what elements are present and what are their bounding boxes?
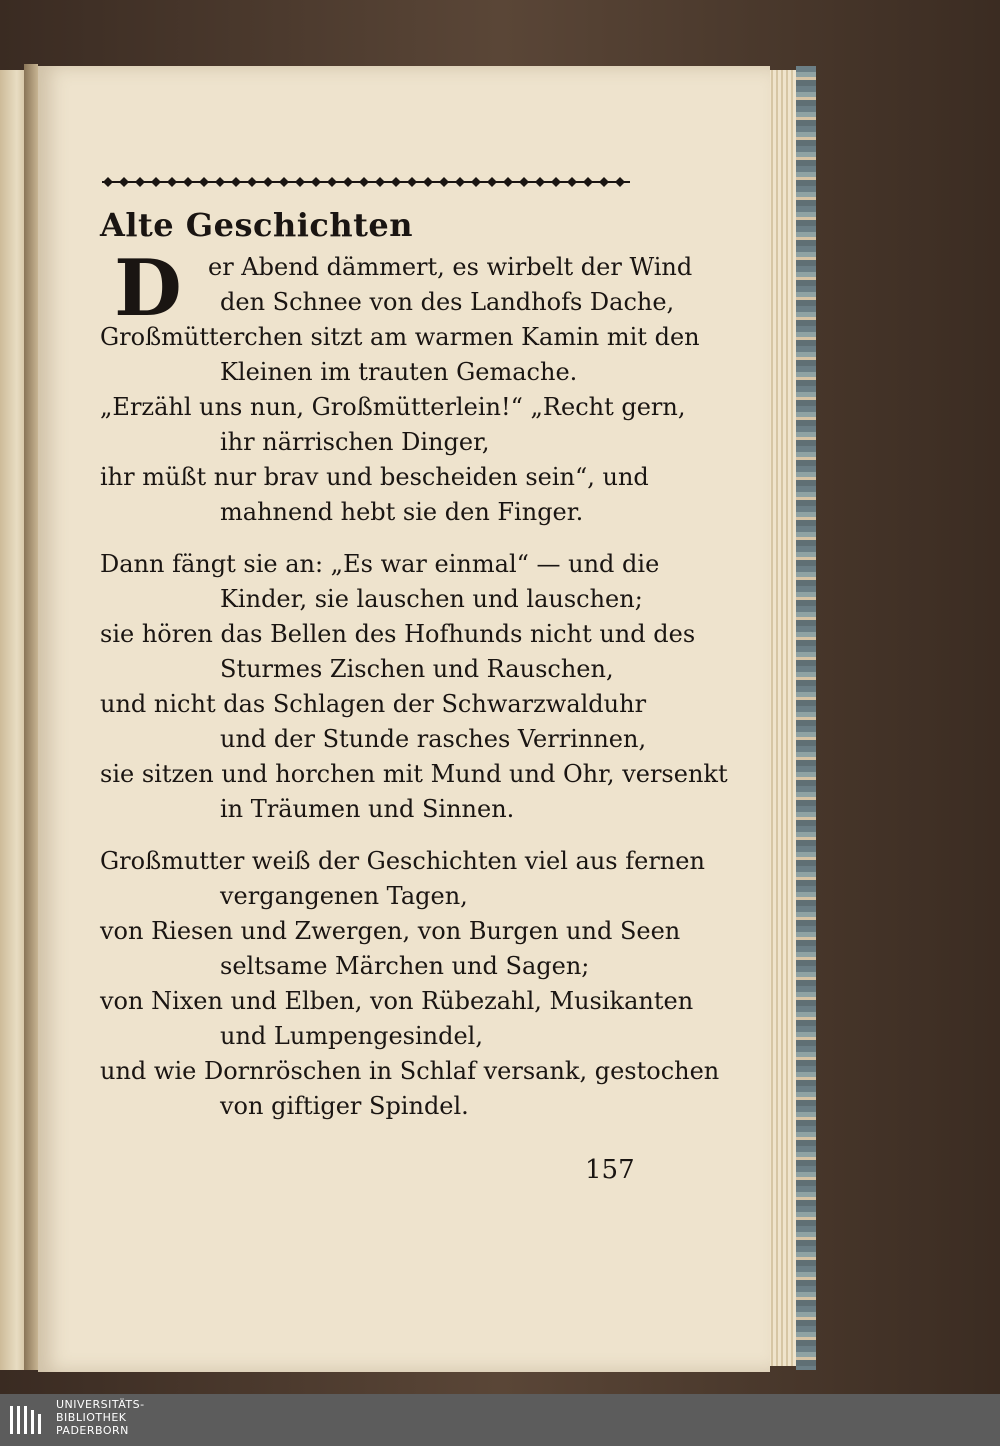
poem-line: und der Stunde rasches Verrinnen,: [220, 725, 647, 753]
library-name-line: UNIVERSITÄTS-: [56, 1398, 145, 1411]
poem-line: den Schnee von des Landhofs Dache,: [220, 288, 675, 316]
poem-line: ihr müßt nur brav und bescheiden sein“, und: [100, 463, 649, 491]
poem-line: er Abend dämmert, es wirbelt der Wind: [208, 253, 693, 281]
library-name: [56, 1398, 145, 1437]
poem-line: mahnend hebt sie den Finger.: [220, 498, 584, 526]
library-name-line: PADERBORN: [56, 1424, 129, 1437]
poem-line: in Träumen und Sinnen.: [220, 795, 515, 823]
poem-line: und Lumpengesindel,: [220, 1022, 483, 1050]
poem-line: sie hören das Bellen des Hofhunds nicht und des: [100, 620, 696, 648]
poem-line: „Erzähl uns nun, Großmütterlein!“ „Recht gern,: [100, 393, 686, 421]
poem-line: Großmütterchen sitzt am warmen Kamin mit den: [100, 323, 700, 351]
poem-line: Kinder, sie lauschen und lauschen;: [220, 585, 643, 613]
book-gutter: [24, 64, 38, 1370]
poem-body: [100, 243, 728, 1124]
poem-line: sie sitzen und horchen mit Mund und Ohr, versenkt: [100, 760, 728, 788]
poem-line: ihr närrischen Dinger,: [220, 428, 490, 456]
page-stack-edge: [768, 70, 796, 1366]
poem-line: und wie Dornröschen in Schlaf versank, gestochen: [100, 1057, 720, 1085]
marbled-cover-edge: [796, 66, 816, 1370]
library-logo-icon: [6, 1400, 46, 1440]
left-page-edge: [0, 70, 26, 1370]
poem-line: von giftiger Spindel.: [220, 1092, 469, 1120]
poem-line: Sturmes Zischen und Rauschen,: [220, 655, 614, 683]
library-name-line: BIBLIOTHEK: [56, 1411, 127, 1424]
poem-line: von Nixen und Elben, von Rübezahl, Musikanten: [100, 987, 694, 1015]
poem-line: Kleinen im trauten Gemache.: [220, 358, 578, 386]
page-number: 157: [585, 1155, 635, 1185]
poem-line: und nicht das Schlagen der Schwarzwalduhr: [100, 690, 647, 718]
drop-cap: D: [114, 243, 182, 334]
stanza-gap: [100, 530, 640, 547]
poem-line: seltsame Märchen und Sagen;: [220, 952, 590, 980]
poem-line: vergangenen Tagen,: [220, 882, 468, 910]
poem-line: von Riesen und Zwergen, von Burgen und Seen: [100, 917, 681, 945]
poem-line: Großmutter weiß der Geschichten viel aus fernen: [100, 847, 705, 875]
library-footer: [0, 1394, 1000, 1446]
poem-line: Dann fängt sie an: „Es war einmal“ — und die: [100, 550, 660, 578]
decorative-rule-icon: [102, 176, 630, 188]
stanza-gap: [100, 827, 640, 844]
poem-title: Alte Geschichten: [100, 206, 414, 244]
